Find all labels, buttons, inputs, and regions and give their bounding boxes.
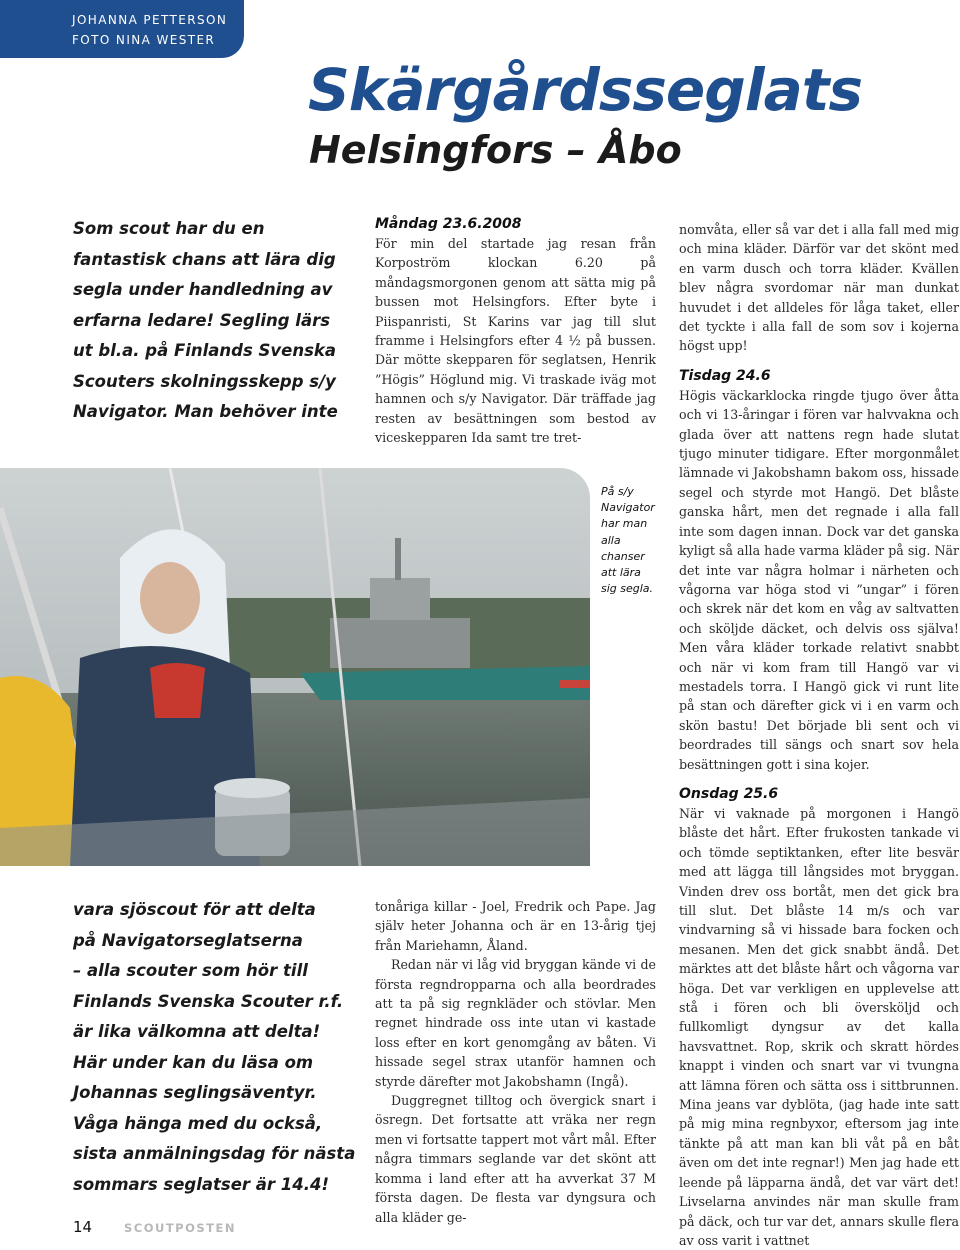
article-subtitle: Helsingfors – Åbo [309, 128, 682, 172]
byline-photographer: FOTO NINA WESTER [72, 33, 216, 47]
heading-wednesday: Onsdag 25.6 [679, 785, 779, 802]
lead-line: Johannas seglingsäventyr. [73, 1083, 317, 1102]
caption-line: sig segla. [601, 582, 654, 596]
lead-line: erfarna ledare! Segling lärs [73, 310, 331, 330]
paragraph: tonåriga killar - Joel, Fredrik och Pape. Jag själv heter Johanna och är en 13-årig tjej från Mariehamn, Åland. [375, 899, 656, 953]
lead-line: Här under kan du läsa om [73, 1052, 314, 1072]
caption-line: Navigator [601, 501, 655, 515]
byline-author: JOHANNA PETTERSON [72, 13, 228, 27]
caption-line: att lära [601, 566, 641, 580]
page-number: 14 [73, 1218, 93, 1236]
article-title: Skärgårdsseglats [308, 56, 863, 124]
lead-line: sommars seglatser är 14.4! [73, 1174, 330, 1194]
photo-caption [601, 484, 659, 597]
column-monday [375, 214, 656, 447]
lead-line: segla under handledning av [73, 280, 333, 299]
paragraph-tuesday: Högis väckarklocka ringde tjugo över åtta och vi 13-åringar i fören var halvvakna och glada över att nattens regn hade slutat tjugo minuter tidigare. Efter morgonmålet lämnade vi Jakobshamn bakom oss, hissade segel och styrde mot Hangö. Det blåste ganska hårt, men det regnade i alla fall inte som dagen innan. Dock var det ganska kyligt så alla hade varma kläder på sig. När det inte var några holmar i närheten och vågorna var höga stod vi ”ungar” i fören och skrek när det kom en våg av saltvatten och sköljde däcket, och delvis oss själva! Men våra kläder torkade relativt snabbt och när vi kom fram till Hangö var vi mestadels torra. I Hangö gick vi runt lite på stan och därefter gick vi i en varm och skön bastu! Det började bli sent och vi beordrades till sängs och snart sov hela besättningen gott i sina kojer. [679, 387, 959, 772]
lead-line: Som scout har du en [73, 219, 265, 238]
lead-line: ut bl.a. på Finlands Svenska [73, 341, 337, 360]
caption-line: alla [601, 533, 621, 547]
paragraph: nomvåta, eller så var det i alla fall med mig och mina kläder. Därför var det skönt med en varm dusch och torra kläder. Kvällen blev några svordomar när man dunkat huvudet i det alldeles för låga taket, eller det tyckte i alla fall de som sov i kojerna högst upp! [679, 222, 959, 354]
paragraph-wednesday: När vi vaknade på morgonen i Hangö blåste det hårt. Efter frukosten tankade vi och tömde septiktanken, efter lite besvär med att lägga till långsides mot bryggan. Vinden drev oss bortåt, men det gick bra till slut. Det blåste 14 m/s och var vindvarning så vi hissade bara focken och mesanen. Men det gick snabbt ändå. Det märktes att det blåste hårt och vågorna var höga. Det var verkligen en upplevelse att stå i fören och bli översköljd och fullkomligt dyngsur av det kalla havsvattnet. Rop, skrik och skratt hördes knappt i vinden och snart var vi tvungna att lämna fören och sätta oss i sittbrunnen. Mina jeans var dyblöta, (jag hade inte satt på mig mina regnbyxor, eftersom jag inte tänkte på att man kan bli våt på en båt även om det inte regnar!) Men jag hade ett leende på läpparna ändå, det var värt det! Livselarna anvindes när man skulle fram på däck, och tur var det, annars skulle flera av oss varit i vattnet [679, 805, 959, 1248]
heading-monday: Måndag 23.6.2008 [375, 216, 522, 232]
lead-line: på Navigatorseglatserna [73, 930, 303, 950]
paragraph: Duggregnet tilltog och övergick snart i ösregn. Det fortsatte att vräka ner regn men vi fortsatte tappert mot vårt mål. Efter några timmars seglande var det skönt att komma i land efter att ha avverkat 37 M första dagen. De flesta var dyngsura och alla kläder ge- [375, 1093, 656, 1225]
caption-line: chanser [601, 549, 645, 563]
byline [0, 0, 244, 58]
lead-line: – alla scouter som hör till [73, 961, 308, 980]
paragraph-monday: För min del startade jag resan från Korpoström klockan 6.20 på måndagsmorgonen genom att sätta mig på bussen mot Helsingfors. Efter byte i Piispanristi, St Karins var jag till slut framme i Helsingfors efter 4 ½ på bussen. Där mötte skepparen för seglatsen, Henrik ”Högis” Höglund mig. Vi traskade iväg mot hamnen och s/y Navigator. Där träffade jag resten av besättningen som bestod av viceskepparen Ida samt tre tret- [375, 236, 656, 446]
lead-line: är lika välkomna att delta! [73, 1022, 321, 1041]
lead-line: sista anmälningsdag för nästa [73, 1144, 356, 1163]
column-monday-continued [375, 897, 656, 1227]
lead-line: Scouters skolningsskepp s/y [73, 371, 336, 391]
lead-line: Finlands Svenska Scouter r.f. [73, 991, 344, 1011]
lead-line: vara sjöscout för att delta [73, 900, 316, 919]
lead-intro-bottom [73, 895, 356, 1200]
column-right [679, 220, 959, 1250]
lead-line: Navigator. Man behöver inte [73, 402, 338, 421]
caption-line: På s/y [601, 485, 634, 498]
lead-intro-top [73, 214, 343, 428]
paragraph: Redan när vi låg vid bryggan kände vi de första regndropparna och alla beordrades att ta på sig regnkläder och stövlar. Men regnet hindrade oss inte utan vi kastade loss efter en kort genomgång av båten. Vi hissade segel strax utanför hamnen och styrde därefter mot Jakobshamn (Ingå). [375, 957, 656, 1089]
magazine-name: SCOUTPOSTEN [124, 1221, 236, 1235]
heading-tuesday: Tisdag 24.6 [679, 367, 771, 384]
lead-line: fantastisk chans att lära dig [73, 249, 336, 269]
lead-line: Våga hänga med du också, [73, 1113, 323, 1133]
caption-line: har man [601, 517, 648, 531]
sailing-photo [0, 468, 590, 866]
